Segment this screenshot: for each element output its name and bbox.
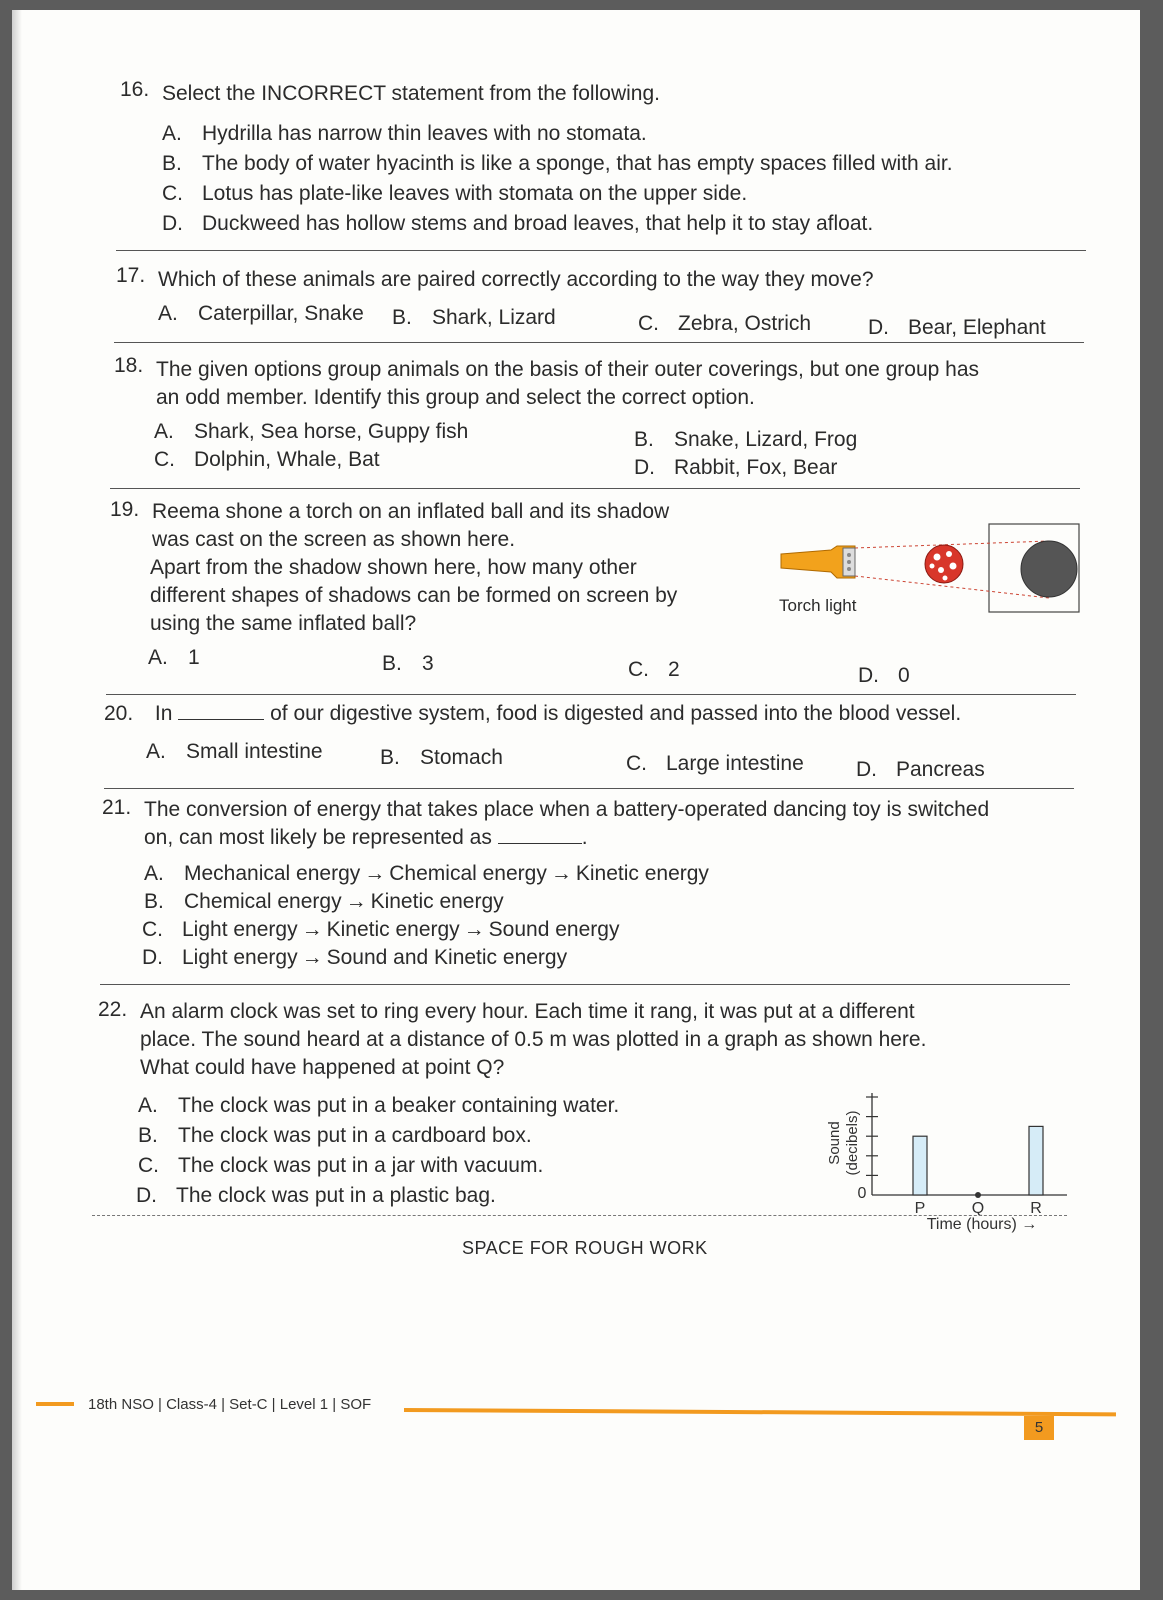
q20-option-a[interactable]: A. Small intestine bbox=[146, 740, 323, 763]
origin-label: 0 bbox=[857, 1185, 867, 1202]
q22-option-c[interactable]: C. The clock was put in a jar with vacuum. bbox=[138, 1154, 544, 1177]
question-text-before-blank: In bbox=[154, 702, 173, 725]
arrow-icon: → bbox=[463, 918, 485, 941]
q17-option-a[interactable]: A. Caterpillar, Snake bbox=[158, 302, 364, 325]
y-axis-label-line-2: (decibels) bbox=[844, 1110, 861, 1176]
q19-option-b[interactable]: B. 3 bbox=[382, 652, 434, 675]
q21-option-b[interactable]: B. Chemical energy → Kinetic energy bbox=[144, 890, 504, 913]
question-text-line-4: different shapes of shadows can be formed on screen by bbox=[150, 584, 678, 607]
q16-option-b[interactable]: B. The body of water hyacinth is like a sponge, that has empty spaces filled with air. bbox=[162, 152, 953, 175]
arrow-icon: → bbox=[301, 946, 323, 969]
q21-option-a[interactable]: A. Mechanical energy → Chemical energy → Kinetic energy bbox=[144, 862, 709, 885]
y-axis-label-line-1: Sound bbox=[826, 1121, 843, 1165]
question-text-line-3: Apart from the shadow shown here, how many other bbox=[150, 556, 637, 579]
question-text-line-2: place. The sound heard at a distance of 0.5 m was plotted in a graph as shown here. bbox=[140, 1028, 927, 1051]
q18-option-b[interactable]: B. Snake, Lizard, Frog bbox=[634, 428, 858, 451]
question-number: 18. bbox=[114, 354, 144, 377]
q17-option-b[interactable]: B. Shark, Lizard bbox=[392, 306, 556, 329]
bars-group bbox=[913, 1126, 1043, 1198]
arrow-icon: → bbox=[550, 862, 572, 885]
question-text-line-1: Reema shone a torch on an inflated ball and its shadow bbox=[152, 500, 670, 523]
q16-option-a[interactable]: A. Hydrilla has narrow thin leaves with no stomata. bbox=[162, 122, 647, 145]
x-tick-label-r: R bbox=[1030, 1200, 1042, 1217]
q22-option-a[interactable]: A. The clock was put in a beaker containing water. bbox=[138, 1094, 620, 1117]
footer-text: 18th NSO | Class-4 | Set-C | Level 1 | SOF bbox=[88, 1396, 372, 1413]
question-text-line-1: An alarm clock was set to ring every hour. Each time it rang, it was put at a different bbox=[140, 1000, 915, 1023]
q17-option-c[interactable]: C. Zebra, Ostrich bbox=[638, 312, 812, 335]
arrow-icon: → bbox=[345, 890, 367, 913]
page-number: 5 bbox=[1024, 1416, 1054, 1440]
q21-option-d[interactable]: D. Light energy → Sound and Kinetic energy bbox=[142, 946, 568, 969]
footer-line-right bbox=[404, 1408, 1116, 1416]
bar-r bbox=[1029, 1126, 1043, 1195]
divider bbox=[114, 342, 1084, 343]
q22-option-b[interactable]: B. The clock was put in a cardboard box. bbox=[138, 1124, 532, 1147]
footer-line-left bbox=[36, 1402, 74, 1406]
question-text-line-1: The given options group animals on the basis of their outer coverings, but one group has bbox=[156, 358, 980, 381]
bar-p bbox=[913, 1136, 927, 1195]
exam-page bbox=[12, 10, 1140, 1590]
question-number: 17. bbox=[116, 264, 146, 287]
question-text-after-blank: of our digestive system, food is digested and passed into the blood vessel. bbox=[270, 702, 962, 725]
q20-option-b[interactable]: B. Stomach bbox=[380, 746, 503, 769]
question-text: Which of these animals are paired correctly according to the way they move? bbox=[158, 268, 874, 291]
divider bbox=[106, 694, 1076, 695]
q21-option-c[interactable]: C. Light energy → Kinetic energy → Sound energy bbox=[142, 918, 620, 941]
ball-icon bbox=[925, 545, 963, 583]
page-edge-shadow bbox=[12, 10, 22, 1590]
answer-blank bbox=[178, 701, 264, 720]
x-tick-label-p: P bbox=[914, 1200, 926, 1217]
question-text-line-2: an odd member. Identify this group and select the correct option. bbox=[156, 386, 755, 409]
q18-option-a[interactable]: A. Shark, Sea horse, Guppy fish bbox=[154, 420, 469, 443]
q18-option-c[interactable]: C. Dolphin, Whale, Bat bbox=[154, 448, 380, 471]
question-text-line-3: What could have happened at point Q? bbox=[140, 1056, 505, 1079]
question-number: 16. bbox=[120, 78, 150, 101]
q19-option-a[interactable]: A. 1 bbox=[148, 646, 200, 669]
divider bbox=[104, 788, 1074, 789]
arrow-icon: → bbox=[301, 918, 323, 941]
divider bbox=[110, 488, 1080, 489]
torch-icon bbox=[781, 546, 855, 578]
sound-graph bbox=[812, 1085, 1082, 1235]
point-q bbox=[975, 1192, 981, 1198]
question-text-line-1: The conversion of energy that takes place when a battery-operated dancing toy is switched bbox=[144, 798, 990, 821]
q19-option-d[interactable]: D. 0 bbox=[858, 664, 910, 687]
arrow-icon: → bbox=[364, 862, 386, 885]
q19-option-c[interactable]: C. 2 bbox=[628, 658, 680, 681]
question-text-line-5: using the same inflated ball? bbox=[150, 612, 417, 635]
question-20 bbox=[104, 700, 961, 727]
question-number: 22. bbox=[98, 998, 128, 1021]
question-text-line-2: on, can most likely be represented as . bbox=[144, 826, 588, 849]
q20-option-c[interactable]: C. Large intestine bbox=[626, 752, 804, 775]
torch-ball-screen-figure bbox=[777, 520, 1087, 620]
q22-option-d[interactable]: D. The clock was put in a plastic bag. bbox=[136, 1184, 496, 1207]
q16-option-d[interactable]: D. Duckweed has hollow stems and broad leaves, that help it to stay afloat. bbox=[162, 212, 874, 235]
divider bbox=[100, 984, 1070, 985]
q17-option-d[interactable]: D. Bear, Elephant bbox=[868, 316, 1046, 339]
question-number: 19. bbox=[110, 498, 140, 521]
shadow-circle bbox=[1021, 541, 1077, 597]
x-axis-label: Time (hours) → bbox=[926, 1216, 1038, 1233]
question-number: 20. bbox=[104, 702, 134, 725]
question-number: 21. bbox=[102, 796, 132, 819]
question-text: Select the INCORRECT statement from the following. bbox=[162, 82, 660, 105]
question-text-line-2: was cast on the screen as shown here. bbox=[152, 528, 516, 551]
answer-blank bbox=[498, 827, 582, 844]
rough-work-divider bbox=[92, 1215, 1067, 1216]
divider bbox=[116, 250, 1086, 251]
q20-option-d[interactable]: D. Pancreas bbox=[856, 758, 985, 781]
torch-light-label: Torch light bbox=[779, 596, 857, 615]
sound-graph-svg bbox=[812, 1085, 1082, 1235]
x-tick-label-q: Q bbox=[971, 1200, 985, 1217]
rough-work-label: SPACE FOR ROUGH WORK bbox=[462, 1238, 708, 1258]
q16-option-c[interactable]: C. Lotus has plate-like leaves with stomata on the upper side. bbox=[162, 182, 748, 205]
q18-option-d[interactable]: D. Rabbit, Fox, Bear bbox=[634, 456, 838, 479]
